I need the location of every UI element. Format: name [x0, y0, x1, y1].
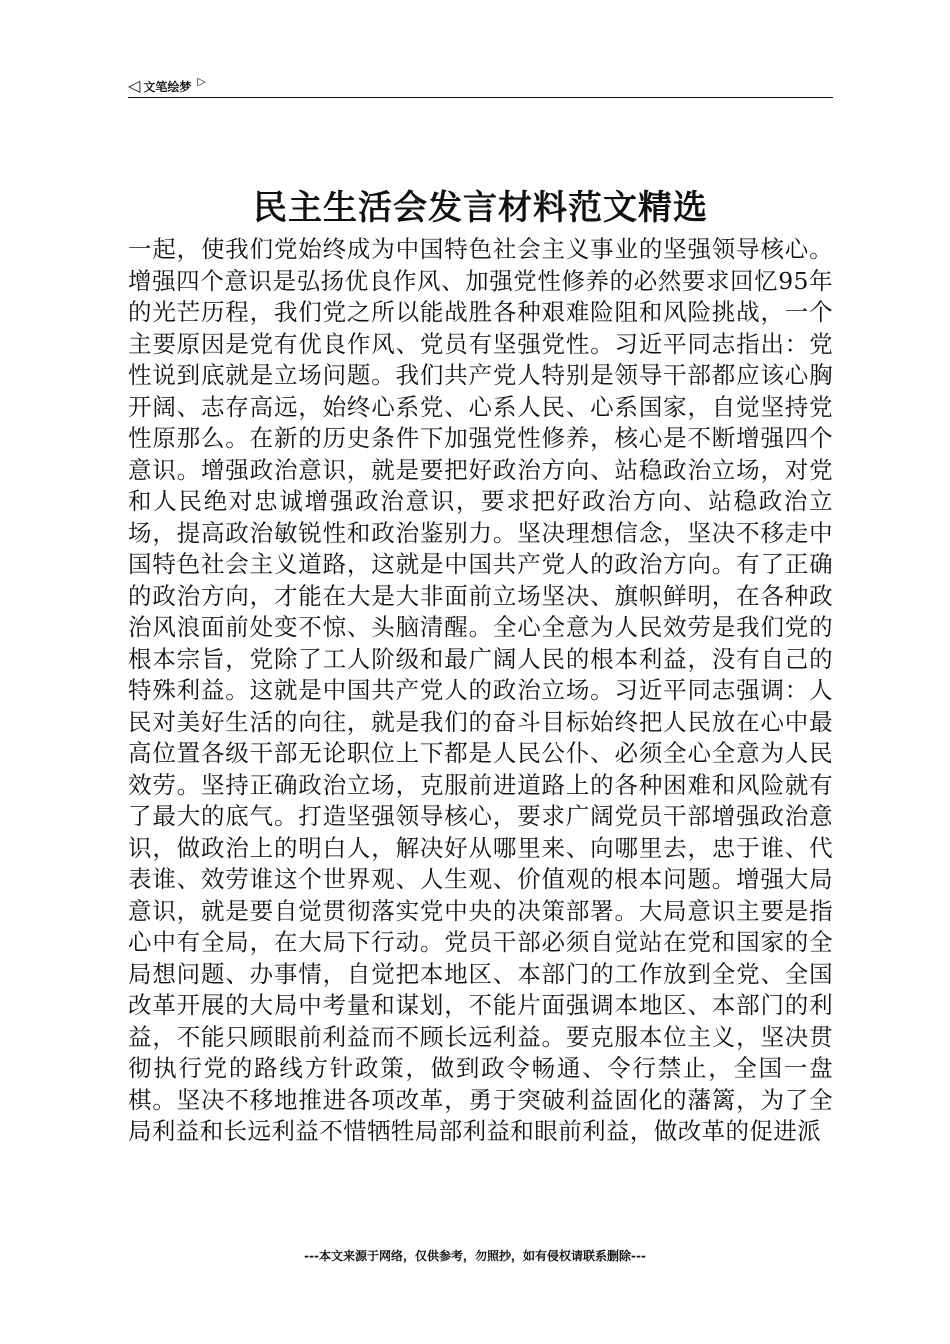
left-triangle-icon: ◁	[128, 76, 141, 95]
document-title: 民主生活会发言材料范文精选	[253, 188, 708, 228]
header-brand: 文笔绘梦	[143, 79, 192, 94]
page-header	[128, 74, 833, 98]
header-divider	[128, 97, 833, 98]
body-paragraph: 一起，使我们党始终成为中国特色社会主义事业的坚强领导核心。增强四个意识是弘扬优良作风、加强党性修养的必然要求回忆95年的光芒历程，我们党之所以能战胜各种艰难险阻和风险挑战，一个主要原因是党有优良作风、党员有坚强党性。习近平同志指出：党性说到底就是立场问题。我们共产党人特别是领导干部都应该心胸开阔、志存高远，始终心系党、心系人民、心系国家，自觉坚持党性原那么。在新的历史条件下加强党性修养，核心是不断增强四个意识。增强政治意识，就是要把好政治方向、站稳政治立场，对党和人民绝对忠诚增强政治意识，要求把好政治方向、站稳政治立场，提高政治敏锐性和政治鉴别力。坚决理想信念，坚决不移走中国特色社会主义道路，这就是中国共产党人的政治方向。有了正确的政治方向，才能在大是大非面前立场坚决、旗帜鲜明，在各种政治风浪面前处变不惊、头脑清醒。全心全意为人民效劳是我们党的根本宗旨，党除了工人阶级和最广阔人民的根本利益，没有自己的特殊利益。这就是中国共产党人的政治立场。习近平同志强调：人民对美好生活的向往，就是我们的奋斗目标始终把人民放在心中最高位置各级干部无论职位上下都是人民公仆、必须全心全意为人民效劳。坚持正确政治立场，克服前进道路上的各种困难和风险就有了最大的底气。打造坚强领导核心，要求广阔党员干部增强政治意识，做政治上的明白人，解决好从哪里来、向哪里去，忠于谁、代表谁、效劳谁这个世界观、人生观、价值观的根本问题。增强大局意识，就是要自觉贯彻落实党中央的决策部署。大局意识主要是指心中有全局，在大局下行动。党员干部必须自觉站在党和国家的全局想问题、办事情，自觉把本地区、本部门的工作放到全党、全国改革开展的大局中考量和谋划，不能片面强调本地区、本部门的利益，不能只顾眼前利益而不顾长远利益。要克服本位主义，坚决贯彻执行党的路线方针政策，做到政令畅通、令行禁止，全国一盘棋。坚决不移地推进各项改革，勇于突破利益固化的藩篱，为了全局利益和长远利益不惜牺牲局部利益和眼前利益，做改革的促进派	[128, 235, 833, 1145]
page-footer: ---本文来源于网络，仅供参考，勿照抄，如有侵权请联系删除---	[304, 1249, 646, 1263]
right-triangle-icon: ▷	[197, 75, 206, 88]
